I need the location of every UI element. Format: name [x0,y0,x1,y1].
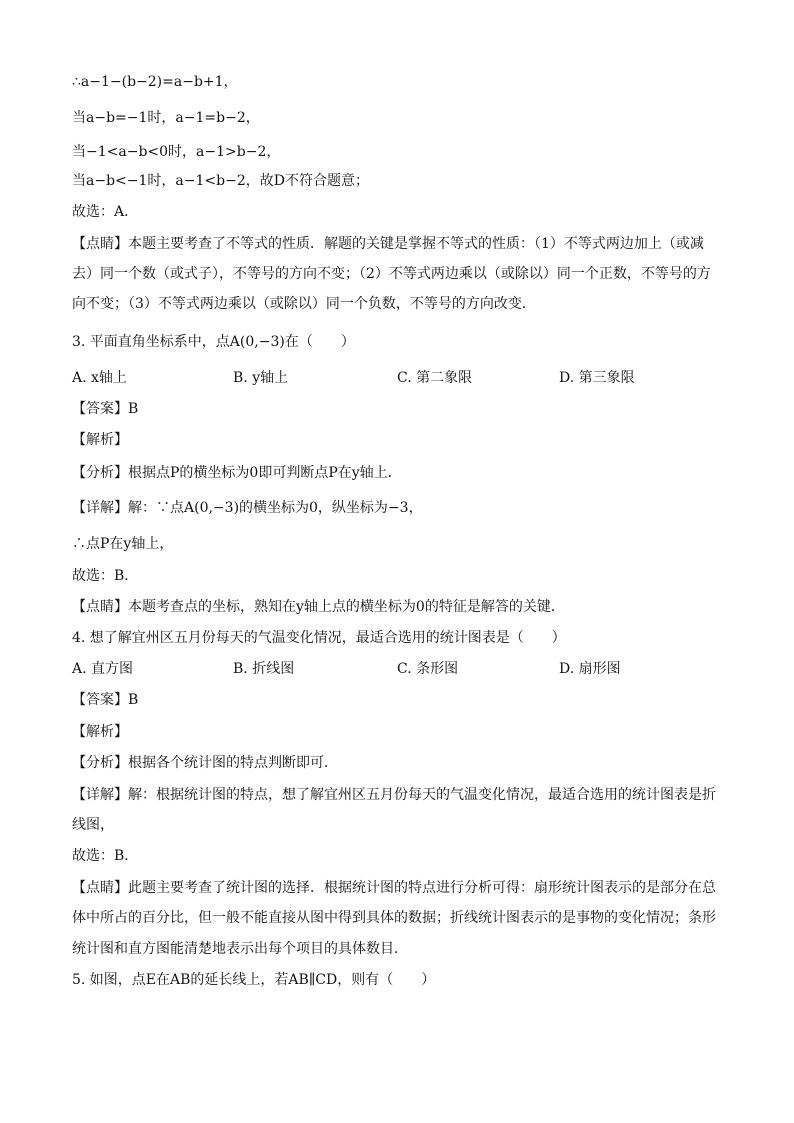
q3-conclude: ∴点P在y轴上， [72,536,174,552]
q3-analysis-head: 【解析】 [72,432,128,448]
q4-detail-line-2: 线图， [72,817,114,833]
q4-analysis-head: 【解析】 [72,724,128,740]
q4-option-b: B. 折线图 [233,661,295,677]
q3-detail: 【详解】解：∵点A(0,−3)的横坐标为0，纵坐标为−3， [72,500,423,516]
q2-comment-line-2: 去）同一个数（或式子），不等号的方向不变；（2）不等式两边乘以（或除以）同一个正数，不等号的方 [72,266,711,282]
q4-answer: 【答案】B [72,692,139,708]
q4-stem: 4. 想了解宜州区五月份每天的气温变化情况，最适合选用的统计图表是（ ） [72,630,566,646]
q4-choose: 故选：B． [72,848,139,864]
q4-option-a: A. 直方图 [72,661,134,677]
q3-analysis: 【分析】根据点P的横坐标为0即可判断点P在y轴上． [72,465,402,481]
q2-derivation-line-1: ∴a−1−(b−2)=a−b+1， [72,74,238,90]
q3-comment: 【点睛】本题考查点的坐标，熟知在y轴上点的横坐标为0的特征是解答的关键． [72,599,565,615]
q2-derivation-line-2: 当a−b=−1时，a−1=b−2， [72,110,260,126]
q2-comment-line-1: 【点睛】本题主要考查了不等式的性质．解题的关键是掌握不等式的性质：（1）不等式两边加上（或减 [72,236,704,252]
q5-stem: 5. 如图，点E在AB的延长线上，若AB∥CD，则有（ ） [72,972,436,988]
q2-derivation-line-3: 当−1<a−b<0时，a−1>b−2， [72,144,281,160]
q4-comment-line-2: 体中所占的百分比，但一般不能直接从图中得到具体的数据；折线统计图表示的是事物的变化情况；条形 [72,910,716,926]
q4-analysis: 【分析】根据各个统计图的特点判断即可． [72,755,338,771]
q2-choose: 故选：A． [72,204,139,220]
q3-answer: 【答案】B [72,401,139,417]
q3-option-b: B. y轴上 [233,370,289,386]
q4-detail-line-1: 【详解】解：根据统计图的特点，想了解宜州区五月份每天的气温变化情况，最适合选用的统计图表是折 [72,787,716,803]
q3-choose: 故选：B． [72,568,139,584]
q3-option-d: D. 第三象限 [559,370,635,386]
q4-comment-line-3: 统计图和直方图能清楚地表示出每个项目的具体数目． [72,941,408,957]
q3-option-a: A. x轴上 [72,370,127,386]
q4-option-d: D. 扇形图 [559,661,621,677]
q4-comment-line-1: 【点睛】此题主要考查了统计图的选择．根据统计图的特点进行分析可得：扇形统计图表示的是部分在总 [72,880,716,896]
q3-stem: 3. 平面直角坐标系中，点A(0,−3)在（ ） [72,334,355,350]
q3-option-c: C. 第二象限 [397,370,473,386]
q2-derivation-line-4: 当a−b<−1时，a−1<b−2，故D不符合题意； [72,173,369,189]
q4-option-c: C. 条形图 [397,661,459,677]
q2-comment-line-3: 向不变；（3）不等式两边乘以（或除以）同一个负数，不等号的方向改变． [72,296,536,312]
